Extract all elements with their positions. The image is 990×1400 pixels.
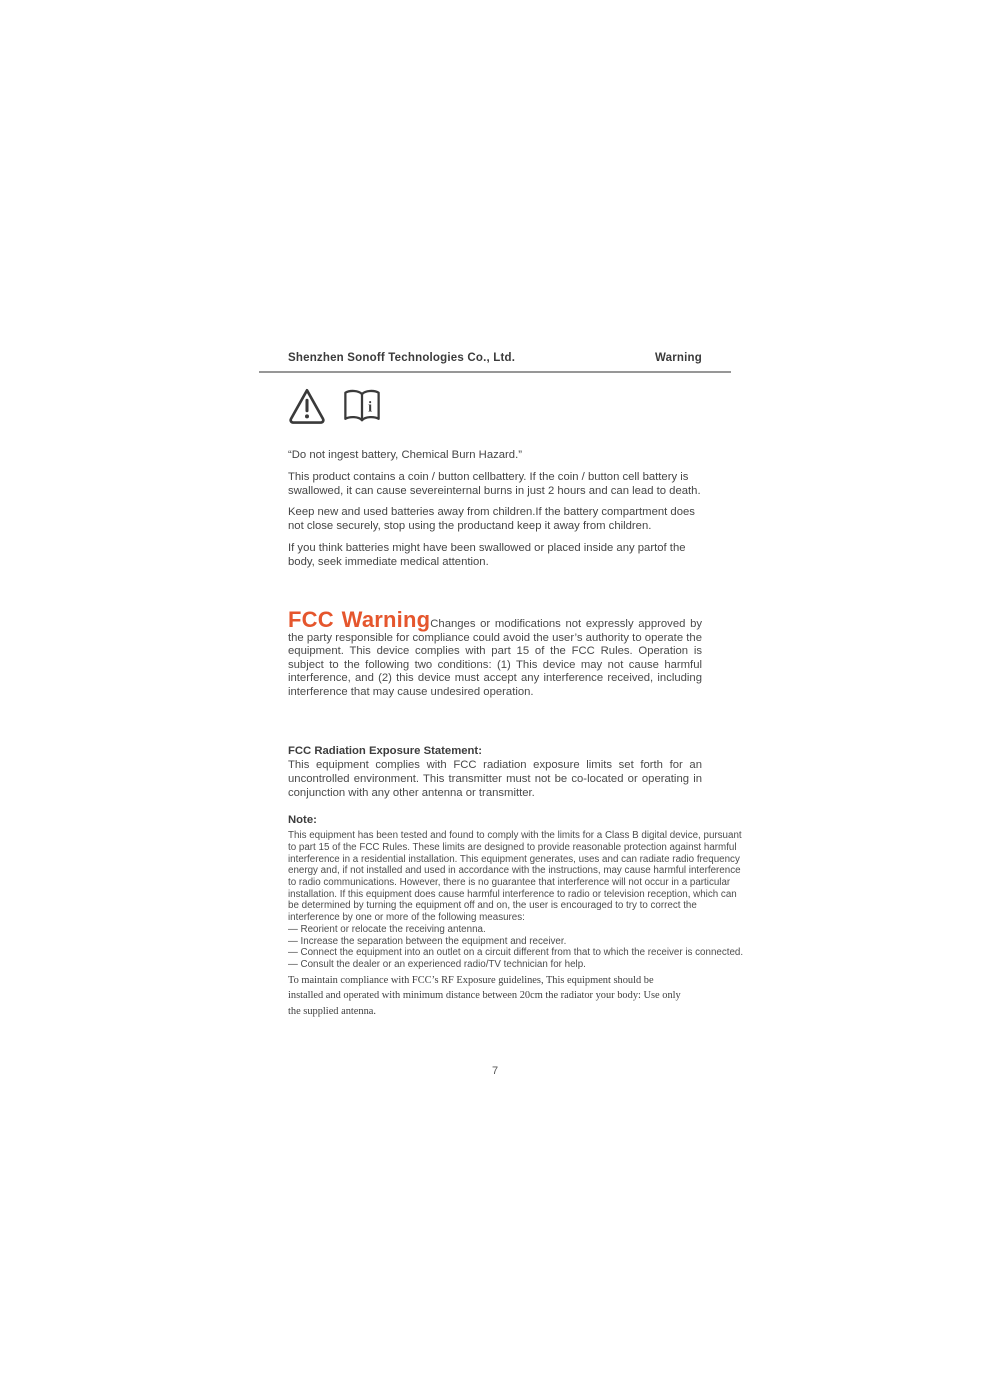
note-line: — Connect the equipment into an outlet on a circuit different from that to which the receiver is connected. xyxy=(288,947,744,959)
radiation-statement-section xyxy=(288,745,702,800)
note-line: interference in a residential installation. This equipment generates, uses and can radiate radio frequency xyxy=(288,853,740,865)
read-manual-icon xyxy=(341,387,383,425)
note-line: to part 15 of the FCC Rules. These limits are designed to provide reasonable protection against harmful xyxy=(288,841,737,853)
note-line: energy and, if not installed and used in accordance with the instructions, may cause harmful interference xyxy=(288,865,741,877)
section-title: Warning xyxy=(655,352,702,364)
battery-paragraph-1: This product contains a coin / button cellbattery. If the coin / button cell battery is swallowed, it can cause severeinternal burns in just 2 hours and can lead to death. xyxy=(288,470,701,497)
note-line: interference by one or more of the following measures: xyxy=(288,912,525,924)
page-body xyxy=(259,387,744,1078)
warning-triangle-icon xyxy=(288,387,326,424)
safety-icons xyxy=(288,387,702,425)
note-section xyxy=(288,814,744,1019)
note-line: This equipment has been tested and found to comply with the limits for a Class B digital device, pursuant xyxy=(288,830,742,842)
page-number: 7 xyxy=(491,1065,499,1078)
note-line: — Reorient or relocate the receiving antenna. xyxy=(288,923,486,935)
battery-paragraph-2: Keep new and used batteries away from children.If the battery compartment does not close securely, stop using the productand keep it away from children. xyxy=(288,506,695,532)
note-lines xyxy=(288,830,744,970)
radiation-statement-text: This equipment complies with FCC radiation exposure limits set forth for an uncontrolled environment. This transmitter must not be co-located or operating in conjunction with any other antenna or transmitter. xyxy=(288,759,702,799)
note-line: — Increase the separation between the equipment and receiver. xyxy=(288,935,567,947)
note-line: installation. If this equipment does cause harmful interference to radio or television reception, which can xyxy=(288,888,737,900)
note-heading: Note: xyxy=(288,814,317,827)
battery-paragraph-3: If you think batteries might have been swallowed or placed inside any partof the body, seek immediate medical attention. xyxy=(288,541,686,568)
radiation-statement-heading: FCC Radiation Exposure Statement: xyxy=(288,745,482,758)
note-line: — Consult the dealer or an experienced radio/TV technician for help. xyxy=(288,958,586,970)
note-line: be determined by turning the equipment off and on, the user is encouraged to try to correct the xyxy=(288,900,697,912)
battery-hazard-quote: “Do not ingest battery, Chemical Burn Hazard.” xyxy=(288,449,522,461)
fcc-warning-heading: FCC Warning xyxy=(288,606,431,632)
fcc-warning-text: Changes or modifications not expressly approved by the party responsible for compliance could avoid the user’s authority to operate the equipment. This device complies with part 15 of the FCC Rules. Operation is subject to the following two conditions: (1) This device may not cause harmful interference, and (2) this device must accept any interference received, including interference that may cause undesired operation. xyxy=(288,617,702,698)
fcc-warning-block xyxy=(288,608,702,700)
page-header xyxy=(259,352,731,373)
rf-exposure-note: To maintain compliance with FCC’s RF Exposure guidelines, This equipment should be installed and operated with minimum distance between 20cm the radiator your body: Use only the supplied antenna. xyxy=(288,974,681,1017)
manual-letter-i: i xyxy=(368,399,373,416)
company-name: Shenzhen Sonoff Technologies Co., Ltd. xyxy=(288,352,516,364)
document-page xyxy=(259,0,744,1078)
note-line: to radio communications. However, there is no guarantee that interference will not occur in a particular xyxy=(288,877,731,889)
